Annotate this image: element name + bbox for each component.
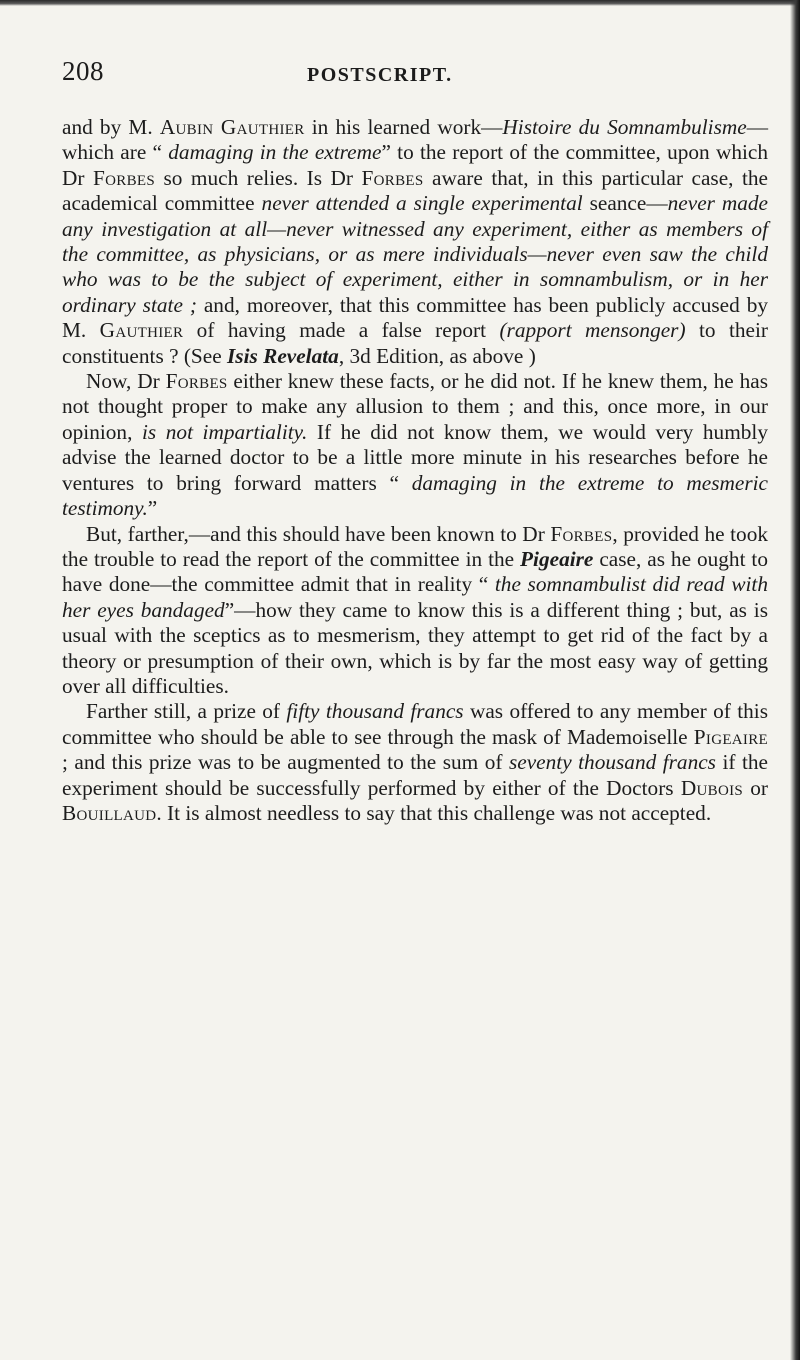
italic-text: damaging in the extreme (168, 140, 382, 165)
small-caps-name: Bouillaud (62, 800, 157, 825)
italic-text: fifty thousand francs (286, 699, 464, 724)
small-caps-name: Pigeaire (693, 724, 768, 749)
small-caps-name: Forbes (92, 165, 155, 190)
italic-text: is not impartiality. (141, 419, 308, 444)
page-number: 208 (62, 56, 104, 86)
italic-text: never made any investigation at all—never witnessed any experiment, either as members of the committee, as physicians, or as mere individuals—never even saw the child who was to be the subject of experiment, either in somnambulism, or in her ordinary state ; (62, 191, 769, 317)
small-caps-name: Gauthier (99, 318, 184, 343)
small-caps-name: Forbes (165, 369, 228, 394)
running-head: POSTSCRIPT. (307, 64, 453, 86)
italic-text: damaging in the extreme to mesmeric testimony. (62, 470, 768, 521)
small-caps-name: Aubin Gauthier (159, 115, 305, 139)
paragraph-1: and by M. Aubin Gauthier in his learned work—Histoire du Somnambulisme—which are “ damaging in the extreme” to the report of the committee, upon which Dr Forbes so much relies. Is Dr Forbes aware that, in this particular case, the academical committee never attended a single experimental seance—never made any investigation at all—never witnessed any experiment, either as members of the committee, as physicians, or as mere individuals—never even saw the child who was to be the subject of experiment, either in somnambulism, or in her ordinary state ; and, moreover, that this committee has been publicly accused by M. Gauthier of having made a false report (rapport mensonger) to their constituents ? (See Isis Revelata, 3d Edition, as above ) (62, 115, 769, 368)
page-right-edge (790, 0, 800, 1360)
small-caps-name: Dubois (680, 775, 744, 800)
small-caps-name: Forbes (361, 165, 424, 190)
paragraph-4: Farther still, a prize of fifty thousand francs was offered to any member of this committee who should be able to see through the mask of Mademoiselle Pigeaire ; and this prize was to be augmented to the sum of seventy thousand francs if the experiment should be successfully performed by either of the Doctors Dubois or Bouillaud. It is almost needless to say that this challenge was not accepted. (62, 699, 768, 825)
italic-text: Histoire du Somnambulisme (502, 115, 747, 139)
italic-text: never attended a single experimental (261, 191, 583, 216)
small-caps-name: Forbes (550, 521, 613, 546)
body-text (62, 115, 768, 826)
page-top-edge (0, 0, 800, 6)
paragraph-2: Now, Dr Forbes either knew these facts, or he did not. If he knew them, he has not thought proper to make any allusion to them ; and this, once more, in our opinion, is not impartiality. If he did not know them, we would very humbly advise the learned doctor to be a little more minute in his researches before he ventures to bring forward matters “ damaging in the extreme to mesmeric testimony.” (62, 369, 768, 521)
paragraph-3: But, farther,—and this should have been known to Dr Forbes, provided he took the trouble to read the report of the committee in the Pigeaire case, as he ought to have done—the committee admit that in reality “ the somnambulist did read with her eyes bandaged”—how they came to know this is a different thing ; but, as is usual with the sceptics as to mesmerism, they attempt to get rid of the fact by a theory or presumption of their own, which is by far the most easy way of getting over all difficulties. (62, 521, 768, 698)
italic-text: (rapport mensonger) (499, 318, 686, 343)
italic-text: the somnambulist did read with her eyes bandaged (62, 572, 768, 622)
bold-italic-title: Isis Revelata (227, 343, 339, 368)
bold-italic-title: Pigeaire (520, 546, 594, 571)
italic-text: seventy thousand francs (508, 750, 716, 775)
